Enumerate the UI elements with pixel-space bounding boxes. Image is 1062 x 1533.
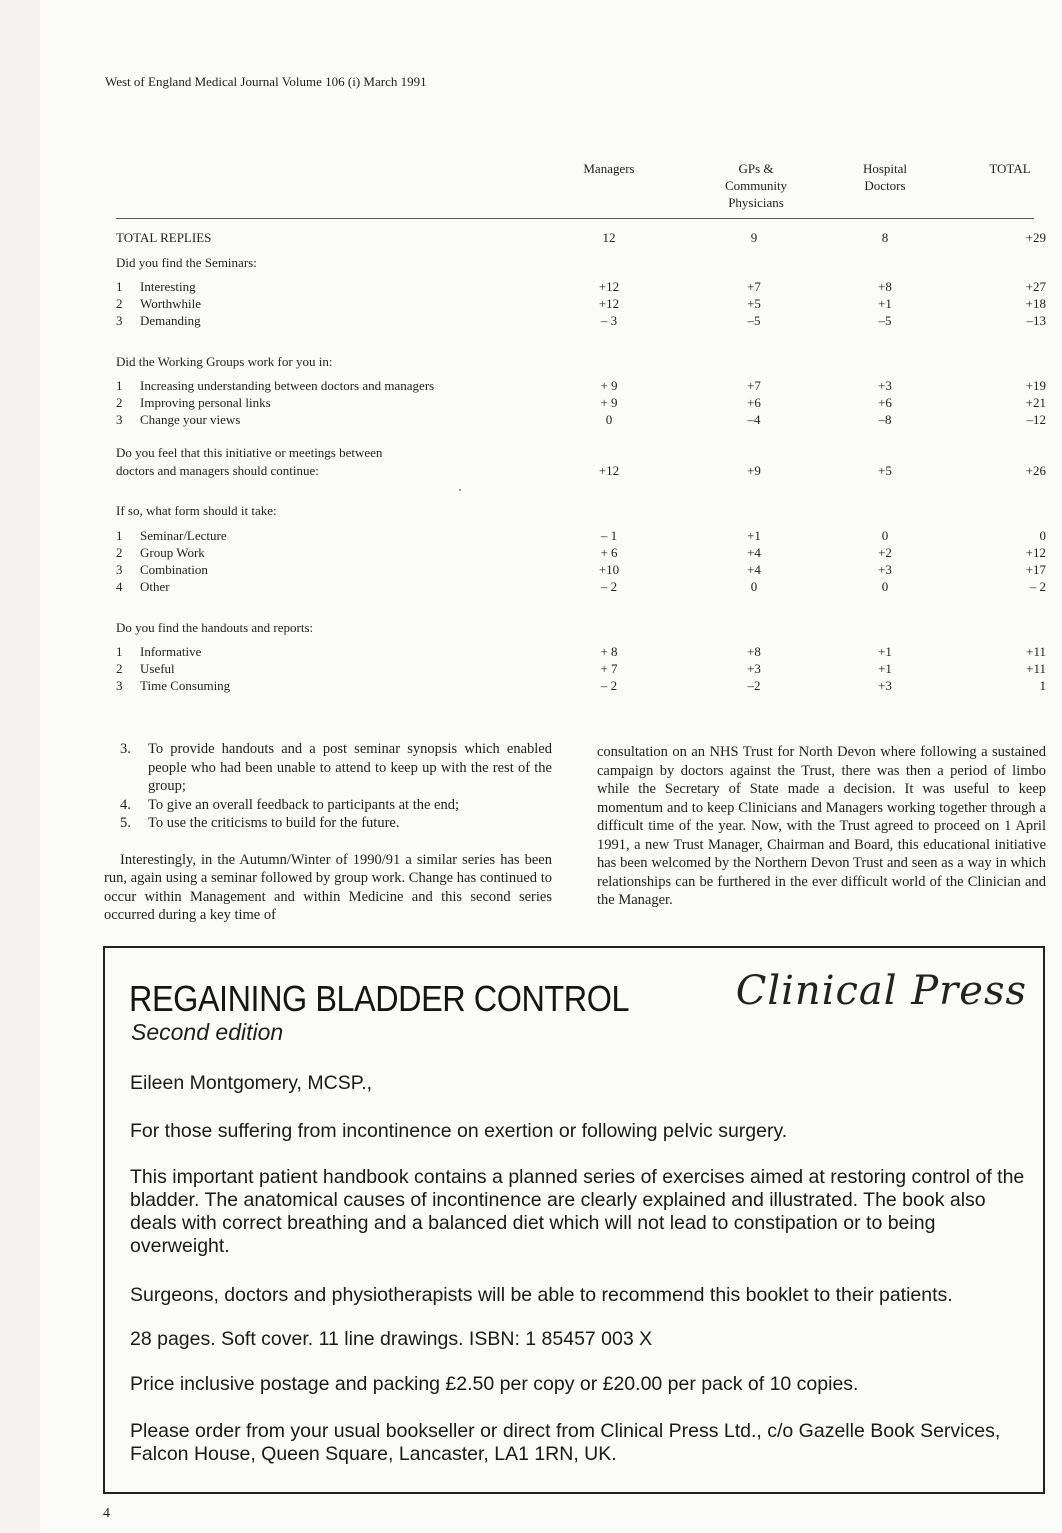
cell-total: +17 [1025,562,1046,577]
page-number: 4 [103,1506,110,1521]
cell-hospital: +8 [878,279,892,294]
row-label: Change your views [140,412,241,427]
advert-title: REGAINING BLADDER CONTROL [129,978,630,1019]
cell-hospital: +3 [878,678,892,693]
cell-total: +27 [1025,279,1046,294]
table-row [116,660,1046,677]
cell-gps: +4 [747,562,761,577]
list-text: To provide handouts and a post seminar synopsis which enabled people who had been unable to attend to keep up with the rest of the group; [148,741,552,794]
advert-author: Eileen Montgomery, MCSP., [130,1072,373,1094]
cell-hospital: +2 [878,545,892,560]
cell-hospital: –5 [878,313,892,328]
cell-gps: –2 [747,678,761,693]
cell-hospital: +1 [878,296,892,311]
cell-managers: +10 [598,562,620,577]
row-number: 1 [116,644,123,659]
cell-total: +19 [1025,378,1046,393]
cell-total: – 2 [1029,579,1046,594]
cell-managers: – 1 [600,528,618,543]
body-paragraph: Interestingly, in the Autumn/Winter of 1990/91 a similar series has been run, again using a seminar followed by group work. Change has continued to occur within Management and within Medicine and this second series occurred during a key time of [104,851,552,923]
cell-gps: +4 [747,545,761,560]
cell-total: 0 [1039,528,1046,543]
advert-audience: For those suffering from incontinence on exertion or following pelvic surgery. [130,1120,788,1142]
cell-hospital: 0 [881,528,889,543]
list-item [104,814,552,833]
question-continue-line1: Do you feel that this initiative or meetings between [116,445,383,460]
cell-total: +12 [1025,545,1046,560]
row-label: TOTAL REPLIES [116,230,212,245]
cell-managers: 0 [605,412,613,427]
row-label: Useful [140,661,175,676]
cell-gps: +7 [747,279,761,294]
list-text: To give an overall feedback to participants at the end; [148,796,460,813]
left-column [104,740,552,925]
cell-total: +29 [1025,230,1046,245]
table-row [116,377,1046,394]
table-row [116,411,1046,428]
row-number: 3 [116,313,123,328]
list-number: 3. [120,741,131,757]
row-number: 2 [116,545,123,560]
list-item [104,740,552,796]
cell-hospital: +3 [878,562,892,577]
advert-price: Price inclusive postage and packing £2.50 per copy or £20.00 per pack of 10 copies. [130,1373,859,1395]
cell-hospital: +5 [878,463,892,478]
row-label: Interesting [140,279,196,294]
cell-hospital: 8 [881,230,889,245]
cell-total: +11 [1026,644,1046,659]
row-label: Informative [140,644,202,659]
row-label: Group Work [140,545,205,560]
row-label: Time Consuming [140,678,231,693]
row-number: 1 [116,528,123,543]
advert-edition: Second edition [131,1019,284,1045]
cell-gps: +8 [747,644,761,659]
header-rule [116,218,1034,219]
right-column [597,743,1046,910]
cell-gps: 9 [750,230,758,245]
cell-gps: +6 [747,395,761,410]
column-header-managers: Managers [583,161,635,176]
row-label: Increasing understanding between doctors and managers [140,378,435,393]
advert-recommend: Surgeons, doctors and physiotherapists will be able to recommend this booklet to their patients. [130,1284,953,1306]
cell-gps: –4 [747,412,761,427]
book-advert [103,946,1045,1494]
question-continue-line2: doctors and managers should continue: [116,463,319,478]
cell-gps: +3 [747,661,761,676]
cell-gps: +7 [747,378,761,393]
cell-managers: +12 [598,463,620,478]
cell-total: +21 [1025,395,1046,410]
question-working-groups: Did the Working Groups work for you in: [116,354,333,369]
cell-total: –12 [1026,412,1046,427]
advert-description: This important patient handbook contains a planned series of exercises aimed at restoring control of the bladder. The anatomical causes of incontinence are clearly explained and illustrated. The book also deals with correct breathing and a balanced diet which will not lead to constipation or to being overweight. [130,1166,1025,1257]
cell-managers: +12 [598,296,620,311]
table-row [116,278,1046,295]
body-paragraph: consultation on an NHS Trust for North Devon where following a sustained campaign by doctors against the Trust, there was then a period of limbo while the Secretary of State made a decision. It was useful to keep momentum and to keep Clinicians and Managers working together through a difficult time of the year. Now, with the Trust agreed to proceed on 1 April 1991, a new Trust Manager, Chairman and Board, this educational initiative has been welcomed by the Northern Devon Trust and seen as a way in which relationships can be furthered in the ever difficult world of the Clinician and the Manager. [597,744,1046,908]
table-row [116,643,1046,660]
running-head: West of England Medical Journal Volume 106 (i) March 1991 [105,74,427,89]
publisher-logo: Clinical Press [735,968,1027,1014]
row-number: 3 [116,678,123,693]
row-number: 2 [116,395,123,410]
cell-gps: +5 [747,296,761,311]
column-header-hospital-doctors: Hospital Doctors [862,161,908,193]
print-speck [459,489,461,491]
cell-total: 1 [1039,678,1046,693]
question-form: If so, what form should it take: [116,503,277,518]
table-row [116,527,1046,544]
row-label: Seminar/Lecture [140,528,227,543]
advert-specs: 28 pages. Soft cover. 11 line drawings. ISBN: 1 85457 003 X [130,1328,653,1350]
cell-hospital: +6 [878,395,892,410]
row-number: 1 [116,279,123,294]
cell-managers: 12 [602,230,616,245]
cell-managers: + 6 [600,545,618,560]
table-row [116,295,1046,312]
cell-gps: +9 [747,463,761,478]
advert-order: Please order from your usual bookseller or direct from Clinical Press Ltd., c/o Gazelle Book Services, Falcon House, Queen Square, Lancaster, LA1 1RN, UK. [130,1420,1001,1465]
row-number: 2 [116,296,123,311]
row-number: 3 [116,412,123,427]
cell-hospital: –8 [878,412,892,427]
cell-hospital: +3 [878,378,892,393]
row-number: 1 [116,378,123,393]
cell-managers: + 8 [600,644,618,659]
row-number: 2 [116,661,123,676]
table-row-total-replies [116,229,1046,246]
cell-hospital: +1 [878,661,892,676]
row-number: 4 [116,579,123,594]
row-label: Worthwhile [140,296,202,311]
table-row [116,578,1046,595]
cell-managers: + 9 [600,395,618,410]
cell-managers: – 3 [600,313,618,328]
table-row [116,312,1046,329]
cell-total: +26 [1025,463,1046,478]
row-label: Demanding [140,313,201,328]
cell-hospital: +1 [878,644,892,659]
table-row [116,544,1046,561]
cell-total: +18 [1025,296,1046,311]
cell-gps: +1 [747,528,761,543]
cell-total: –13 [1026,313,1046,328]
row-number: 3 [116,562,123,577]
column-header-gps: GPs & Community Physicians [724,161,788,210]
cell-managers: – 2 [600,579,618,594]
cell-hospital: 0 [881,579,889,594]
table-row [116,561,1046,578]
list-number: 4. [120,796,131,813]
list-text: To use the criticisms to build for the future. [148,815,400,831]
row-label: Combination [140,562,208,577]
cell-gps: –5 [747,313,761,328]
question-handouts: Do you find the handouts and reports: [116,620,314,635]
table-row [116,677,1046,694]
table-row-continue [116,462,1046,479]
row-label: Other [140,579,170,594]
row-label: Improving personal links [140,395,271,410]
question-seminars: Did you find the Seminars: [116,255,257,270]
cell-total: +11 [1026,661,1046,676]
cell-managers: – 2 [600,678,618,693]
cell-managers: +12 [598,279,620,294]
list-item [104,796,552,815]
column-header-total: TOTAL [989,161,1031,176]
cell-managers: + 9 [600,378,618,393]
cell-gps: 0 [750,579,758,594]
table-row [116,394,1046,411]
list-number: 5. [120,815,131,831]
cell-managers: + 7 [600,661,618,676]
